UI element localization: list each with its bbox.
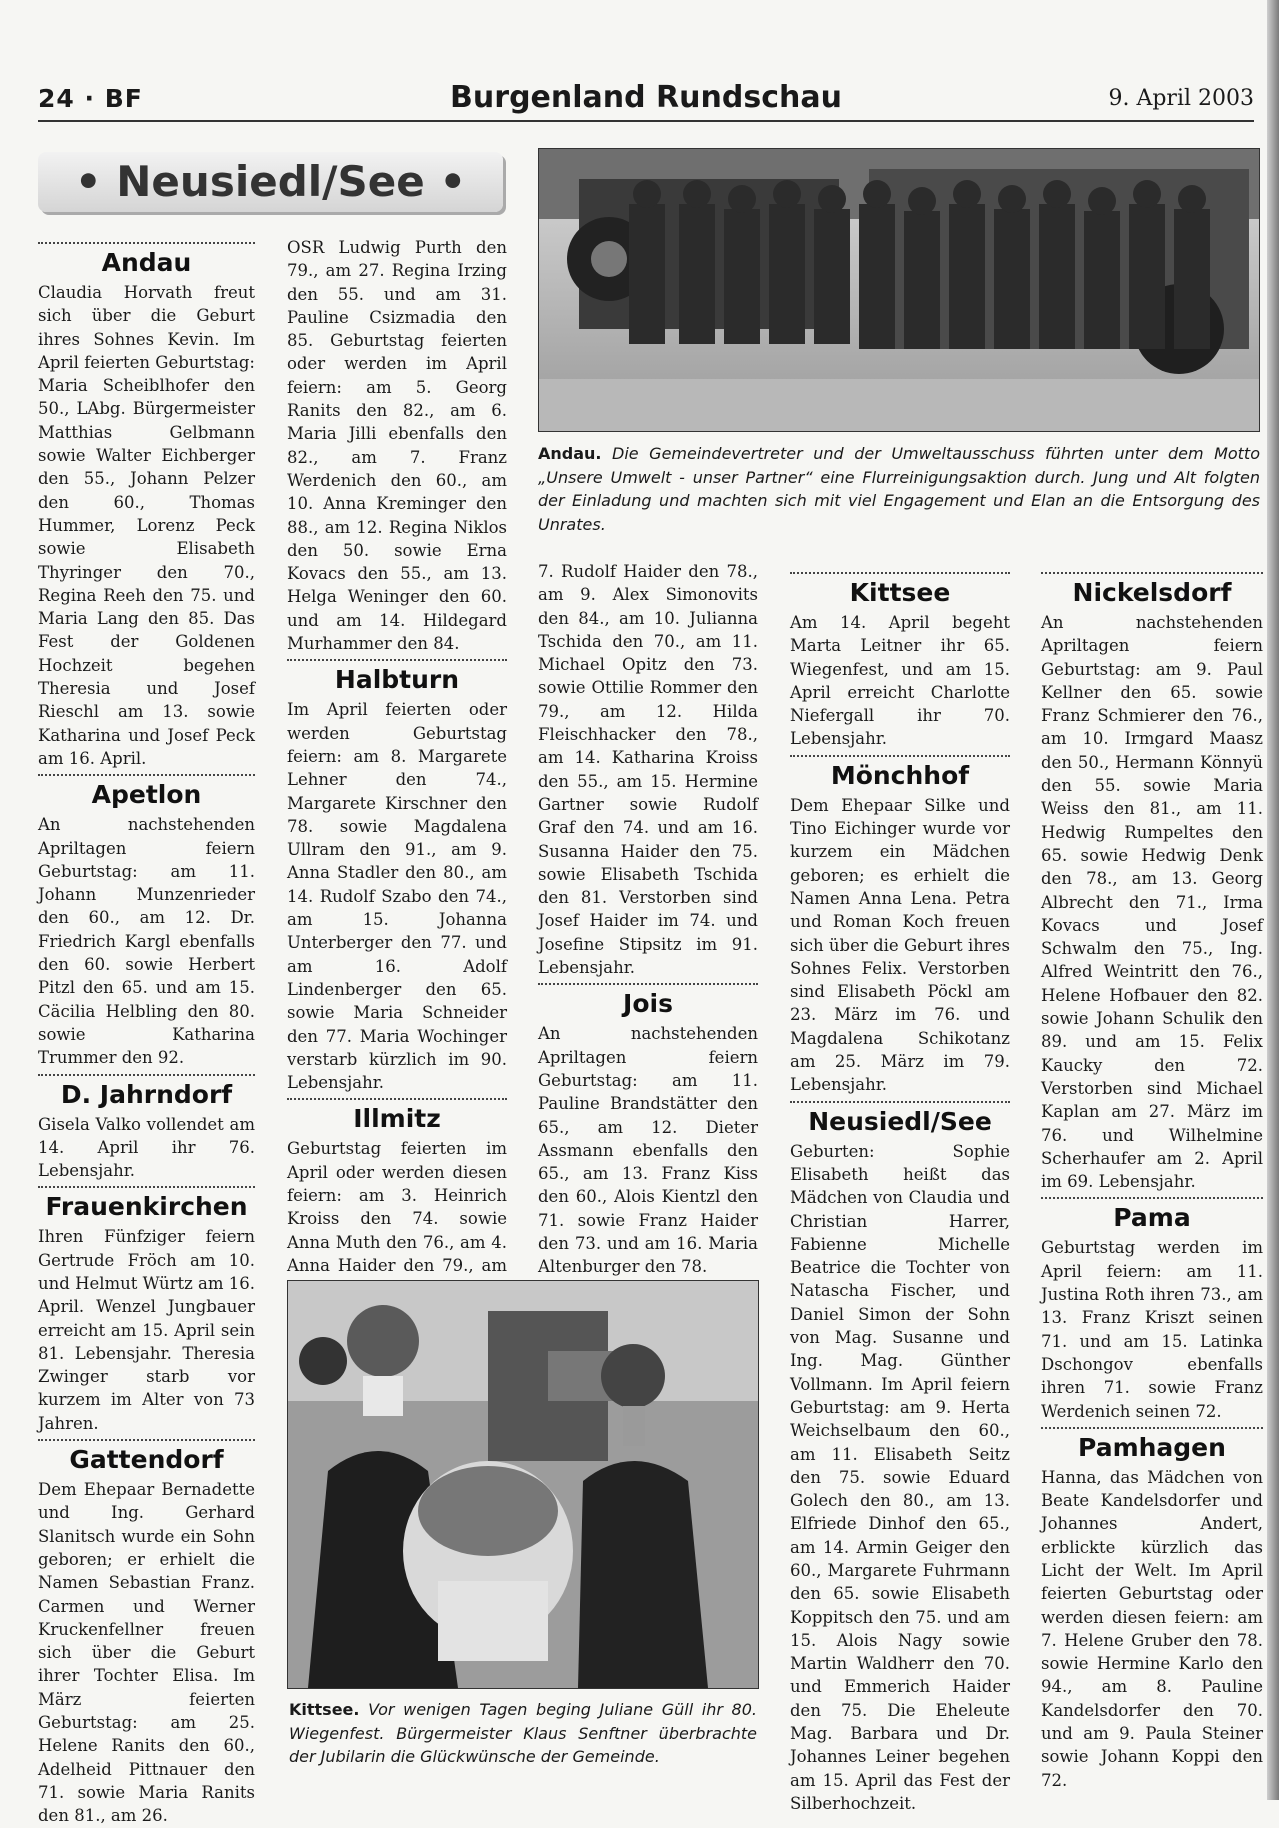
column-4: [790, 568, 1010, 1815]
section-apetlon: [38, 774, 255, 1069]
section-neusiedl: [790, 1101, 1010, 1816]
kittsee-photo-caption: [289, 1698, 757, 1769]
andau-photo-caption: [538, 442, 1260, 536]
issue-date: 9. April 2003: [1108, 86, 1254, 111]
section-title: D. Jahrndorf: [60, 1079, 233, 1109]
continued-text: OSR Ludwig Purth den 79., am 27. Regina Irzing den 55. und am 31. Pauline Csizmadia den 85. Geburtstag feierten oder werden im April feiern: am 5. Georg Ranits den 82., am 6. Maria Jilli ebenfalls den 82., am 7. Franz Werdenich den 60., am 10. Anna Kreminger den 88., am 12. Regina Niklos den 50. sowie Erna Kovacs den 55., am 13. Helga Weninger den 60. und am 14. Hildegard Murhammer den 84.: [287, 238, 507, 654]
caption-place: Kittsee.: [289, 1700, 360, 1719]
section-moenchhof: [790, 755, 1010, 1097]
section-title: Apetlon: [91, 780, 202, 810]
group-photo-image: [539, 149, 1259, 431]
section-title: Illmitz: [353, 1104, 441, 1134]
section-title: Gattendorf: [69, 1445, 224, 1475]
continued-text: 7. Rudolf Haider den 78., am 9. Alex Simonovits den 84., am 10. Julianna Tschida den 70., am 11. Michael Opitz den 73. sowie Ottilie Rommer den 79., am 12. Hilda Fleischhacker den 78., am 14. Katharina Kroiss den 55., am 15. Hermine Gartner sowie Rudolf Graf den 74. und am 16. Susanna Haider den 75. sowie Elisabeth Tschida den 81. Verstorben sind Josef Haider im 74. und Josefine Stipsitz im 91. Lebensjahr.: [538, 562, 758, 978]
section-text: Geburtstag feierten im April oder werden diesen feiern: am 3. Heinrich Kroiss den 74. sowie Anna Muth den 76., am 4. Anna Haider den 79., am: [287, 1139, 507, 1275]
caption-text: Vor wenigen Tagen beging Juliane Güll ihr 80. Wiegenfest. Bürgermeister Klaus Senftner überbrachte der Jubilarin die Glückwünsche der Gemeinde.: [289, 1700, 757, 1766]
section-title: Pama: [1113, 1203, 1191, 1233]
section-title: Mönchhof: [830, 760, 970, 790]
section-title: Jois: [623, 989, 673, 1019]
section-andau: [38, 242, 255, 770]
section-text: Im April feierten oder werden Geburtstag feiern: am 8. Margarete Lehner den 74., Margarete Kirschner den 78. sowie Magdalena Ullram den 91., am 9. Anna Stadler den 80., am 14. Rudolf Szabo den 74., am 15. Johanna Unterberger den 77. und am 16. Adolf Lindenberger den 65. sowie Maria Schneider den 77. Maria Wochinger verstarb kürzlich im 90. Lebensjahr.: [287, 700, 507, 1093]
newspaper-title: Burgenland Rundschau: [450, 80, 842, 115]
andau-group-photo: [538, 148, 1260, 432]
section-title: Neusiedl/See: [808, 1106, 992, 1136]
section-text: Am 14. April begeht Marta Leitner ihr 65. Wiegenfest, und am 15. April erreicht Charlotte Niefergall ihr 70. Lebensjahr.: [790, 613, 1010, 749]
section-frauenkirchen: [38, 1186, 255, 1435]
section-text: Hanna, das Mädchen von Beate Kandelsdorfer und Johannes Andert, erblickte kürzlich das Licht der Welt. Im April feierten Geburtstag oder werden diesen feiern: am 7. Helene Gruber den 78. sowie Hermine Karlo den 94., am 8. Pauline Kandelsdorfer den 70. und am 9. Paula Steiner sowie Johann Koppi den 72.: [1041, 1467, 1263, 1790]
section-pama: [1041, 1197, 1263, 1422]
column-5: [1041, 568, 1263, 1792]
kittsee-photo-image: [288, 1281, 758, 1688]
section-text: An nachstehenden Apriltagen feiern Geburtstag: am 11. Pauline Brandstätter den 65., am 12. Dieter Assmann ebenfalls den 65., am 13. Franz Kiss den 60., Alois Kientzl den 71. sowie Franz Haider den 73. und am 16. Maria Altenburger den 78.: [538, 1024, 758, 1277]
section-gattendorf: [38, 1439, 255, 1827]
section-title: Kittsee: [849, 578, 951, 607]
section-kittsee: [790, 572, 1010, 751]
section-text: An nachstehenden Apriltagen feiern Geburtstag: am 9. Paul Kellner den 65. sowie Franz Schmierer den 76., am 10. Irmgard Maasz den 50., Hermann Könnyü den 55. sowie Maria Weiss den 81., am 11. Hedwig Rumpeltes den 65. sowie Hedwig Denk den 78., am 13. Georg Albrecht den 71., Irma Kovacs und Josef Schwalm den 75., Ing. Alfred Weintritt den 76., Helene Hofbauer den 82. sowie Johann Schulik den 89. und am 15. Felix Kaucky den 72. Verstorben sind Michael Kaplan am 27. März im 76. und Wilhelmine Scherhaufer am 2. April im 69. Lebensjahr.: [1041, 613, 1263, 1192]
page-header: [38, 78, 1254, 122]
section-title: Frauenkirchen: [45, 1192, 248, 1222]
section-text: Dem Ehepaar Bernadette und Ing. Gerhard Slanitsch wurde ein Sohn geboren; er erhielt die Namen Sebastian Franz. Carmen und Werner Kruckenfellner freuen sich über die Geburt ihrer Tochter Elisa. Im März feierten Geburtstag: am 25. Helene Ranits den 60., Adelheid Pittnauer den 71. sowie Maria Ranits den 81., am 26.: [38, 1480, 255, 1826]
section-text: Gisela Valko vollendet am 14. April ihr 76. Lebensjahr.: [38, 1114, 255, 1181]
region-banner: • Neusiedl/See •: [38, 152, 503, 212]
section-halbturn: [287, 659, 507, 1094]
column-1: [38, 242, 255, 1828]
caption-text: Die Gemeindevertreter und der Umweltausschuss führten unter dem Motto „Unsere Umwelt - unser Partner“ eine Flurreinigungsaktion durch. Jung und Alt folgten der Einladung und machten sich mit viel Engagement und Elan an die Entsorgung des Unrates.: [538, 444, 1260, 534]
section-pamhagen: [1041, 1427, 1263, 1792]
page-edge-shadow: [1267, 0, 1279, 1800]
page-number: 24 · BF: [38, 84, 143, 113]
section-jois: [538, 983, 758, 1278]
section-title: Halbturn: [334, 665, 460, 695]
kittsee-photo: [287, 1280, 759, 1689]
caption-place: Andau.: [538, 444, 602, 463]
column-3: [538, 560, 758, 1279]
section-text: Geburtstag werden im April feiern: am 11. Justina Roth ihren 73., am 13. Franz Kriszt seinen 71. und am 15. Latinka Dschongov ebenfalls ihren 71. sowie Franz Werdenich seinen 72.: [1041, 1238, 1263, 1421]
section-nickelsdorf: [1041, 572, 1263, 1193]
section-title: Pamhagen: [1078, 1432, 1226, 1462]
section-text: Geburten: Sophie Elisabeth heißt das Mädchen von Claudia und Christian Harrer, Fabienne Michelle Beatrice die Tochter von Natascha Fischer, und Daniel Simon der Sohn von Mag. Susanne und Ing. Mag. Günther Vollmann. Im April feiern Geburtstag: am 9. Herta Weichselbaum den 60., am 11. Elisabeth Seitz den 75. sowie Eduard Golech den 80., am 13. Elfriede Dinhof den 65., am 14. Armin Geiger den 60., Margarete Fuhrmann den 65. sowie Elisabeth Koppitsch den 75. und am 15. Alois Nagy sowie Martin Waldherr den 70. und Emmerich Haider den 75. Die Eheleute Mag. Barbara und Dr. Johannes Leiner begehen am 15. April das Fest der Silberhochzeit.: [790, 1141, 1010, 1813]
section-text: Ihren Fünfziger feiern Gertrude Fröch am 10. und Helmut Würtz am 16. April. Wenzel Jungbauer erreicht am 15. April sein 81. Lebensjahr. Theresia Zwinger starb vor kurzem im Alter von 73 Jahren.: [38, 1227, 255, 1433]
section-title: Andau: [101, 248, 192, 277]
section-title: Nickelsdorf: [1072, 578, 1232, 607]
section-text: Dem Ehepaar Silke und Tino Eichinger wurde vor kurzem ein Mädchen geboren; es erhielt die Namen Anna Lena. Petra und Roman Koch freuen sich über die Geburt ihres Sohnes Felix. Verstorben sind Elisabeth Pöckl am 23. März im 76. und Magdalena Schikotanz am 25. März im 79. Lebensjahr.: [790, 795, 1010, 1095]
section-text: Claudia Horvath freut sich über die Geburt ihres Sohnes Kevin. Im April feierten Geburtstag: Maria Scheiblhofer den 50., LAbg. Bürgermeister Matthias Gelbmann sowie Walter Eichberger den 55., Johann Pelzer den 60., Thomas Hummer, Lorenz Peck sowie Elisabeth Thyringer den 70., Regina Reeh den 75. und Maria Lang den 85. Das Fest der Goldenen Hochzeit begehen Theresia und Josef Rieschl am 13. sowie Katharina und Josef Peck am 16. April.: [38, 283, 255, 768]
column-2: [287, 236, 507, 1324]
section-d-jahrndorf: [38, 1074, 255, 1183]
section-text: An nachstehenden Apriltagen feiern Geburtstag: am 11. Johann Munzenrieder den 60., am 12. Dr. Friedrich Kargl ebenfalls den 60. sowie Herbert Pitzl den 65. und am 15. Cäcilia Helbling den 80. sowie Katharina Trummer den 92.: [38, 815, 255, 1068]
